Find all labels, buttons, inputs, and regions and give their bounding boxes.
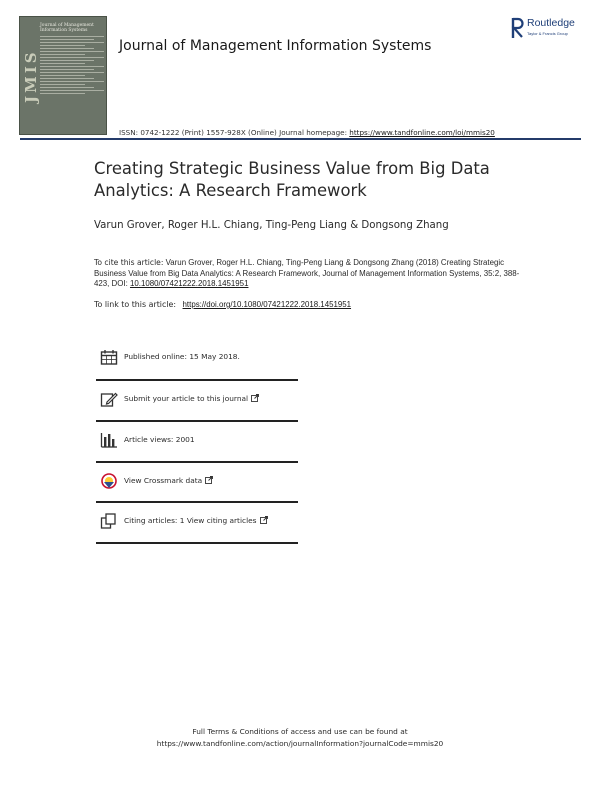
cover-line [40, 60, 94, 61]
cover-line [40, 51, 104, 52]
footer [0, 726, 600, 749]
crossmark-link[interactable] [124, 476, 213, 485]
crossmark-icon [100, 473, 118, 489]
external-link-icon [205, 476, 213, 484]
cover-line [40, 69, 94, 70]
article-views-text: Article views: 2001 [124, 435, 195, 444]
header-divider [20, 138, 581, 140]
cover-title: Journal of Management Information Systems [40, 23, 94, 33]
calendar-icon [100, 349, 118, 365]
article-title: Creating Strategic Business Value from Big Data Analytics: A Research Framework [94, 159, 490, 200]
citing-articles-link[interactable] [124, 516, 268, 525]
info-divider [96, 542, 298, 544]
journal-cover-image[interactable] [19, 16, 107, 135]
crossmark-row[interactable] [96, 460, 298, 501]
publisher-name: Routledge [527, 17, 575, 29]
issn-line [119, 128, 495, 137]
article-doi-link[interactable]: https://doi.org/10.1080/07421222.2018.1451951 [182, 300, 352, 309]
citation-block [94, 258, 534, 290]
cover-line [40, 87, 94, 88]
external-link-icon [260, 516, 268, 524]
cover-line [40, 78, 94, 79]
cite-doi-link[interactable]: 10.1080/07421222.2018.1451951 [129, 279, 249, 289]
journal-homepage-link[interactable]: https://www.tandfonline.com/loi/mmis20 [349, 128, 495, 137]
cite-text: Varun Grover, Roger H.L. Chiang, Ting-Peng Liang & Dongsong Zhang (2018) Creating Strategic Business Value from Big Data Analytics: A Research Framework, Journal of Management Information Systems, 35:2, 388-423, DOI: [94, 258, 520, 289]
citing-articles-row[interactable] [96, 500, 298, 541]
citing-articles-text: Citing articles: 1 View citing articles [124, 516, 257, 525]
article-link-line [94, 300, 351, 309]
cover-line [40, 48, 94, 49]
link-label: To link to this article: [94, 300, 177, 309]
issn-text: ISSN: 0742-1222 (Print) 1557-928X (Online) Journal homepage: [119, 128, 347, 137]
submit-article-row[interactable] [96, 378, 298, 419]
cover-text-panel [40, 23, 104, 131]
article-views-row [96, 419, 298, 460]
routledge-logo[interactable] [511, 17, 591, 41]
cover-line [40, 36, 104, 37]
cover-acronym: JMIS [22, 49, 40, 103]
footer-terms-link[interactable]: https://www.tandfonline.com/action/journalInformation?journalCode=mmis20 [156, 738, 444, 748]
cover-line [40, 75, 85, 76]
submit-article-text: Submit your article to this journal [124, 394, 249, 403]
routledge-r-icon [511, 17, 525, 39]
external-link-icon [251, 394, 259, 402]
published-online-text: Published online: 15 May 2018. [124, 352, 240, 361]
cover-line [40, 39, 94, 40]
cover-line [40, 45, 85, 46]
cite-label: To cite this article: [94, 258, 164, 267]
cover-line [40, 42, 104, 43]
submit-article-link[interactable] [124, 394, 259, 403]
cover-line [40, 93, 85, 94]
cover-line [40, 57, 104, 58]
citing-articles-icon [100, 513, 118, 529]
pencil-icon [100, 391, 118, 407]
article-authors: Varun Grover, Roger H.L. Chiang, Ting-Peng Liang & Dongsong Zhang [94, 220, 449, 231]
cover-line [40, 54, 85, 55]
cover-line [40, 90, 104, 91]
cover-line [40, 63, 85, 64]
cover-line [40, 81, 104, 82]
footer-terms-text: Full Terms & Conditions of access and use can be found at [192, 727, 408, 736]
crossmark-text: View Crossmark data [124, 476, 203, 485]
cover-line [40, 84, 85, 85]
cover-line [40, 66, 104, 67]
journal-title[interactable]: Journal of Management Information Systems [119, 38, 432, 54]
publisher-tagline: Taylor & Francis Group [527, 31, 568, 36]
bar-chart-icon [100, 432, 118, 448]
cover-line [40, 72, 104, 73]
published-online-row [96, 336, 298, 377]
